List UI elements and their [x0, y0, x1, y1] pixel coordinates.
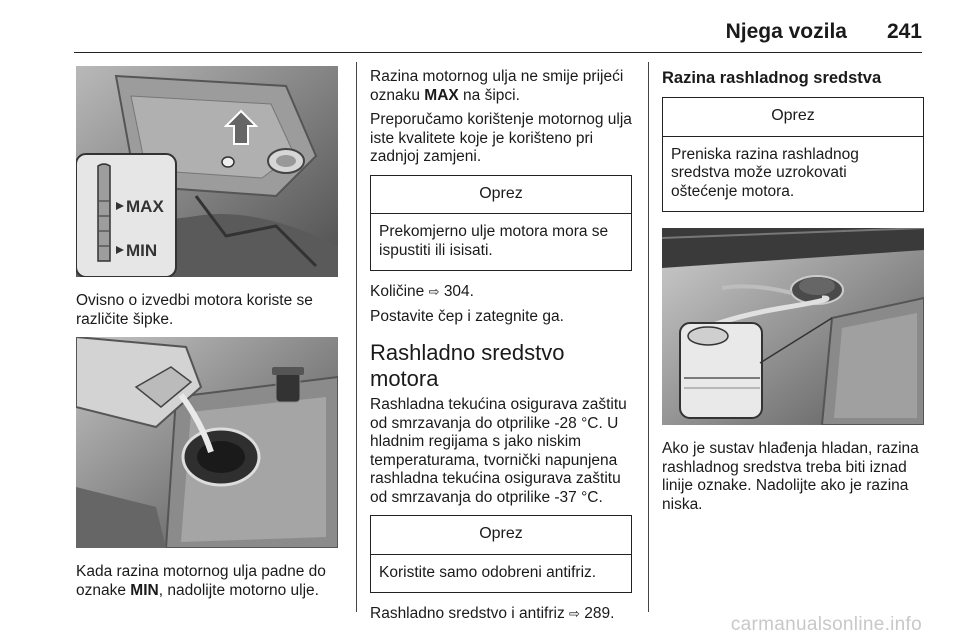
caution-heading: Oprez — [663, 98, 923, 137]
caution-text: Preniska razina rashladnog sredstva može uzrokovati oštećenje motora. — [671, 145, 859, 200]
section-heading-coolant: Rashladno sredstvo motora — [370, 340, 565, 391]
paragraph-coolant-check: Ako je sustav hlađenja hladan, razina rashladnog sredstva treba biti iznad linije oznake. Nadolijte ako je razina niska. — [662, 440, 919, 513]
column-3 — [662, 68, 924, 224]
figure-dipstick — [76, 66, 338, 277]
caution-text: Prekomjerno ulje motora mora se ispustiti ili isisati. — [379, 223, 609, 259]
caution-text: Koristite samo odobreni antifriz. — [379, 563, 597, 581]
caption-dipstick-text: Ovisno o izvedbi motora koriste se različite šipke. — [76, 292, 313, 328]
paragraph-quantities-ref[interactable]: Količine ⇨ 304. — [370, 283, 474, 300]
page-number: 241 — [886, 20, 922, 43]
paragraph-max-level: Razina motornog ulja ne smije prijeći oznaku MAX na šipci. — [370, 68, 624, 104]
caption-oil-filling — [76, 563, 344, 606]
column-2 — [370, 68, 632, 630]
paragraph-oil-quality: Preporučamo korištenje motornog ulja iste kvalitete koje je korišteno pri zadnjoj zamjeni. — [370, 111, 632, 165]
figure-coolant-reservoir — [662, 228, 924, 425]
paragraph-coolant-protection: Rashladna tekućina osigurava zaštitu od smrzavanja do otprilike -28 °C. U hladnim regijama s jako niskim temperaturama, tvornički napunjena rashladna tekućina osigurava zaštitu od smrzavanja do otprilike -37 °C. — [370, 396, 627, 506]
caution-box-excess-oil — [370, 175, 632, 272]
column-3-lower — [662, 440, 930, 520]
page-reference-icon: ⇨ — [569, 606, 580, 621]
watermark: carmanualsonline.info — [730, 614, 922, 635]
running-header-title: Njega vozila — [725, 20, 847, 43]
caution-box-low-coolant — [662, 97, 924, 212]
paragraph-antifreeze-ref[interactable]: Rashladno sredstvo i antifriz ⇨ 289. — [370, 605, 615, 622]
caution-heading: Oprez — [371, 516, 631, 555]
column-separator-2 — [648, 62, 649, 612]
caption-dipstick — [76, 292, 344, 335]
caption-oil-filling-text: Kada razina motornog ulja padne do oznake MIN, nadolijte motorno ulje. — [76, 563, 326, 599]
page-reference-icon: ⇨ — [428, 284, 440, 299]
caution-box-antifreeze — [370, 515, 632, 593]
figure-oil-filling — [76, 337, 338, 548]
subheading-coolant-level: Razina rashladnog sredstva — [662, 69, 882, 87]
column-separator-1 — [356, 62, 357, 612]
caution-heading: Oprez — [371, 176, 631, 215]
label-max: MAX — [126, 197, 164, 216]
header-rule — [74, 52, 922, 53]
label-min: MIN — [126, 241, 158, 260]
paragraph-cap: Postavite čep i zategnite ga. — [370, 307, 564, 325]
